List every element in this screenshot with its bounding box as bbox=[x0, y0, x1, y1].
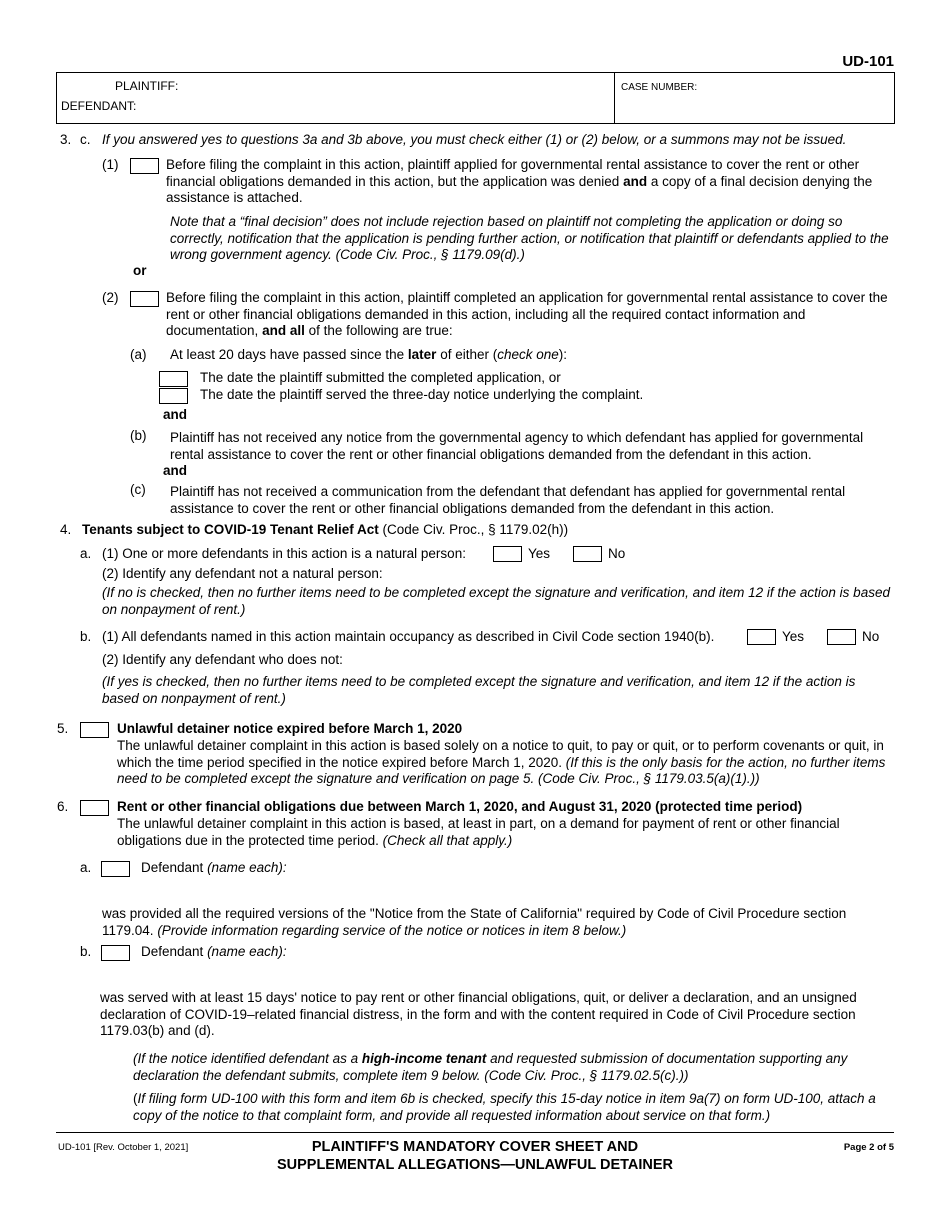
item4a-yes-label: Yes bbox=[528, 546, 551, 561]
submitted-application-checkbox[interactable] bbox=[159, 371, 188, 387]
item6a-text: was provided all the required versions of the "Notice from the State of California" required by Code of Civil Procedure section 1179.04. (Provide information regarding service of the notice or notices in item 8 below.) bbox=[102, 906, 847, 938]
submitted-application-label: The date the plaintiff submitted the completed application, or bbox=[200, 370, 561, 385]
item3c-intro: If you answered yes to questions 3a and 3b above, you must check either (1) or (2) below, or a summons may not be issued. bbox=[102, 132, 847, 147]
item3c-opt1-number: (1) bbox=[102, 157, 119, 172]
served-notice-checkbox[interactable] bbox=[159, 388, 188, 404]
form-id: UD-101 bbox=[842, 53, 894, 70]
defendant-label: DEFENDANT: bbox=[61, 99, 137, 113]
item4b-letter: b. bbox=[80, 629, 92, 644]
item4a-yes-checkbox[interactable] bbox=[493, 546, 522, 562]
sub-c-text: Plaintiff has not received a communication from the defendant that defendant has applied for governmental rental assistance to cover the rent or other financial obligations demanded from the defendant in this action. bbox=[170, 484, 846, 516]
footer-divider bbox=[56, 1132, 894, 1133]
item5-text: The unlawful detainer complaint in this action is based solely on a notice to quit, to pay or quit, or to perform covenants or quit, in which the time period specified in the notice expired before March 1, 2020. (If this is the only basis for the action, no further items need to be completed except the signature and verification on page 5. (Code Civ. Proc., § 1179.03.5(a)(1).)) bbox=[117, 738, 886, 786]
item4a-no-checkbox[interactable] bbox=[573, 546, 602, 562]
item4b-no-label: No bbox=[862, 629, 880, 644]
item6b-letter: b. bbox=[80, 944, 92, 959]
item6a-letter: a. bbox=[80, 860, 92, 875]
item4-heading: Tenants subject to COVID-19 Tenant Relief Act (Code Civ. Proc., § 1179.02(h)) bbox=[82, 522, 569, 537]
item5-checkbox[interactable] bbox=[80, 722, 109, 738]
item4a-note: (If no is checked, then no further items need to be completed except the signature and verification, and item 12 if the action is based on nonpayment of rent.) bbox=[102, 585, 890, 617]
item3c-letter: c. bbox=[80, 132, 91, 147]
sub-b-label: (b) bbox=[130, 428, 147, 443]
item4b-no-checkbox[interactable] bbox=[827, 629, 856, 645]
item5-title: Unlawful detainer notice expired before March 1, 2020 bbox=[117, 721, 463, 736]
sub-a-text: At least 20 days have passed since the later of either (check one): bbox=[170, 347, 568, 362]
item3c-opt2-text: Before filing the complaint in this action, plaintiff completed an application for governmental rental assistance to cover the rent or other financial obligations demanded in this action, including all the required contact information and documentation, and all of the following are true: bbox=[166, 290, 888, 338]
and-label-2: and bbox=[163, 463, 188, 478]
footer-title: PLAINTIFF'S MANDATORY COVER SHEET AND SUPPLEMENTAL ALLEGATIONS—UNLAWFUL DETAINER bbox=[276, 1139, 674, 1173]
item6-checkbox[interactable] bbox=[80, 800, 109, 816]
item6-title: Rent or other financial obligations due between March 1, 2020, and August 31, 2020 (protected time period) bbox=[117, 799, 803, 814]
and-label-1: and bbox=[163, 407, 188, 422]
item4a-no-label: No bbox=[608, 546, 626, 561]
item4-number: 4. bbox=[60, 522, 72, 537]
sub-c-label: (c) bbox=[130, 482, 146, 497]
item3c-opt1-checkbox[interactable] bbox=[130, 158, 159, 174]
sub-a-label: (a) bbox=[130, 347, 147, 362]
item4a2-text: (2) Identify any defendant not a natural person: bbox=[102, 566, 383, 581]
plaintiff-label: PLAINTIFF: bbox=[115, 79, 179, 93]
served-notice-label: The date the plaintiff served the three-day notice underlying the complaint. bbox=[200, 387, 644, 402]
item3c-opt2-number: (2) bbox=[102, 290, 119, 305]
item6b-defendant-label: Defendant (name each): bbox=[141, 944, 287, 959]
page-number: Page 2 of 5 bbox=[843, 1142, 894, 1153]
caption-box bbox=[56, 72, 895, 124]
item4a1-text: (1) One or more defendants in this action is a natural person: bbox=[102, 546, 466, 561]
final-decision-note: Note that a “final decision” does not include rejection based on plaintiff not completing the application or doing so correctly, notification that the application is pending further action, or notification that plaintiff or defendants applied to the wrong government agency. (Code Civ. Proc., § 1179.09(d).) bbox=[170, 214, 889, 262]
sub-b-text: Plaintiff has not received any notice from the governmental agency to which defendant has applied for governmental rental assistance to cover the rent or other financial obligations demanded from the defendant in this action. bbox=[170, 430, 864, 462]
item6b-checkbox[interactable] bbox=[101, 945, 130, 961]
item4a-letter: a. bbox=[80, 546, 92, 561]
ud100-note: (If filing form UD-100 with this form and item 6b is checked, specify this 15-day notice in item 9a(7) on form UD-100, attach a copy of the notice to that complaint form, and provide all requested information about service on that form.) bbox=[133, 1091, 876, 1123]
item4b2-text: (2) Identify any defendant who does not: bbox=[102, 652, 343, 667]
item4b-yes-label: Yes bbox=[782, 629, 805, 644]
item3c-opt2-checkbox[interactable] bbox=[130, 291, 159, 307]
item6a-defendant-label: Defendant (name each): bbox=[141, 860, 287, 875]
item4b1-text: (1) All defendants named in this action maintain occupancy as described in Civil Code section 1940(b). bbox=[102, 629, 715, 644]
item6-text: The unlawful detainer complaint in this action is based, at least in part, on a demand for payment of rent or other financial obligations due in the protected time period. (Check all that apply.) bbox=[117, 816, 840, 848]
item6a-checkbox[interactable] bbox=[101, 861, 130, 877]
item5-number: 5. bbox=[57, 721, 69, 736]
item4b-note: (If yes is checked, then no further items need to be completed except the signature and verification, and item 12 if the action is based on nonpayment of rent.) bbox=[102, 674, 856, 706]
item6b-text: was served with at least 15 days' notice to pay rent or other financial obligations, quit, or deliver a declaration, and an unsigned declaration of COVID-19–related financial distress, in the form and with the content required in Code of Civil Procedure section 1179.03(b) and (d). bbox=[100, 990, 857, 1038]
form-revision: UD-101 [Rev. October 1, 2021] bbox=[58, 1142, 189, 1153]
item4b-yes-checkbox[interactable] bbox=[747, 629, 776, 645]
item3c-opt1-text: Before filing the complaint in this action, plaintiff applied for governmental rental assistance to cover the rent or other financial obligations demanded in this action, but the application was denied and a copy of a final decision denying the assistance is attached. bbox=[166, 157, 873, 205]
or-label: or bbox=[133, 263, 147, 278]
item6-number: 6. bbox=[57, 799, 69, 814]
high-income-note: (If the notice identified defendant as a high-income tenant and requested submission of documentation supporting any declaration the defendant submits, complete item 9 below. (Code Civ. Proc., § 1179.02.5(c).)) bbox=[133, 1051, 848, 1083]
item3-number: 3. bbox=[60, 132, 72, 147]
case-number-label: CASE NUMBER: bbox=[621, 82, 698, 93]
